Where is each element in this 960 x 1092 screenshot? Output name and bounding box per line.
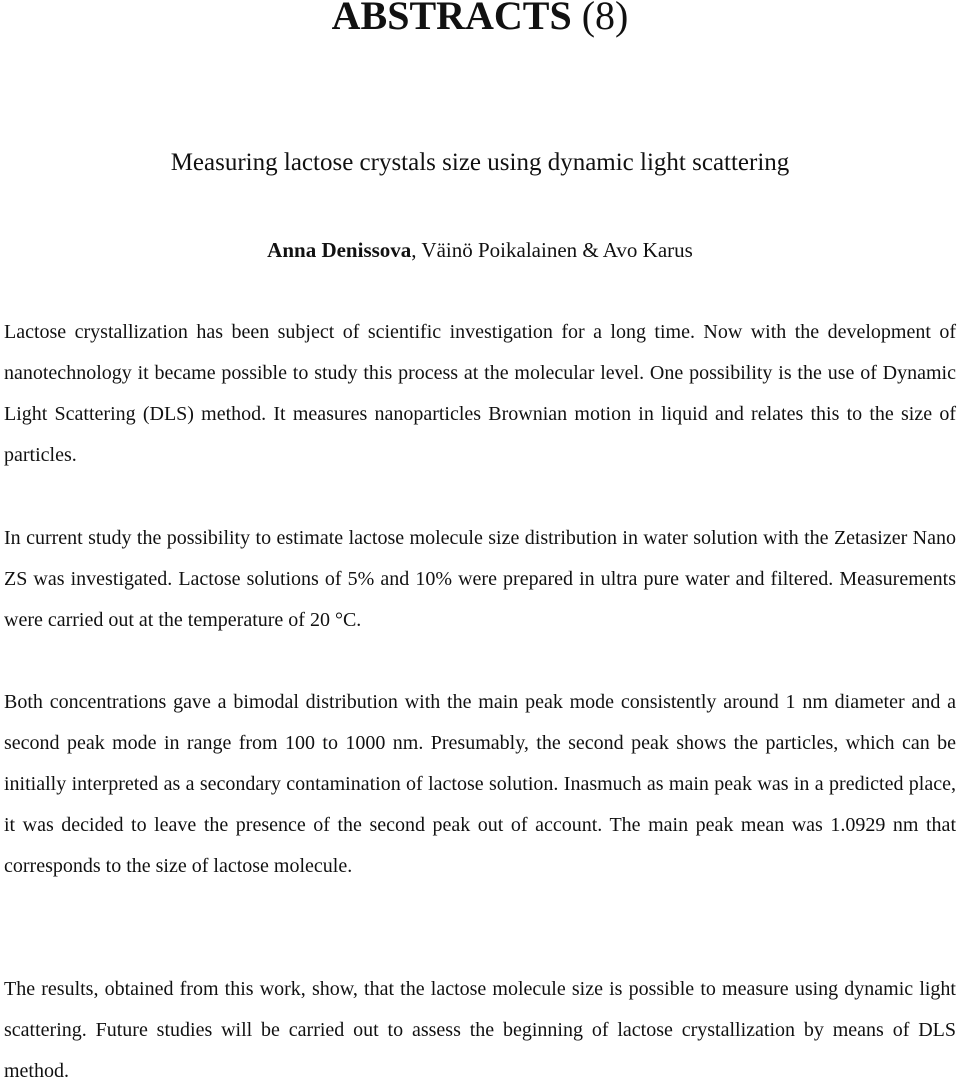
abstract-paragraph-4: The results, obtained from this work, show, that the lactose molecule size is possible to measure using dynamic light scattering. Future studies will be carried out to assess the beginning of lactose crystallization by means of DLS method. (4, 978, 956, 1082)
lead-author: Anna Denissova (267, 238, 412, 262)
section-heading (0, 0, 960, 42)
author-line (0, 236, 960, 264)
heading-number: (8) (571, 0, 629, 38)
abstract-paragraph-3: Both concentrations gave a bimodal distribution with the main peak mode consistently around 1 nm diameter and a second peak mode in range from 100 to 1000 nm. Presumably, the second peak shows the particles, which can be initially interpreted as a secondary contamination of lactose solution. Inasmuch as main peak was in a predicted place, it was decided to leave the presence of the second peak out of account. The main peak mean was 1.0929 nm that corresponds to the size of lactose molecule. (4, 691, 956, 877)
heading-label: ABSTRACTS (331, 0, 572, 38)
abstract-paragraph-1: Lactose crystallization has been subject of scientific investigation for a long time. Now with the development of nanotechnology it became possible to study this process at the molecular level. One possibility is the use of Dynamic Light Scattering (DLS) method. It measures nanoparticles Brownian motion in liquid and relates this to the size of particles. (4, 321, 956, 466)
paper-title: Measuring lactose crystals size using dynamic light scattering (170, 149, 790, 176)
co-authors: , Väinö Poikalainen & Avo Karus (411, 238, 693, 262)
abstract-paragraph-2: In current study the possibility to estimate lactose molecule size distribution in water solution with the Zetasizer Nano ZS was investigated. Lactose solutions of 5% and 10% were prepared in ultra pure water and filtered. Measurements were carried out at the temperature of 20 °C. (4, 527, 956, 631)
